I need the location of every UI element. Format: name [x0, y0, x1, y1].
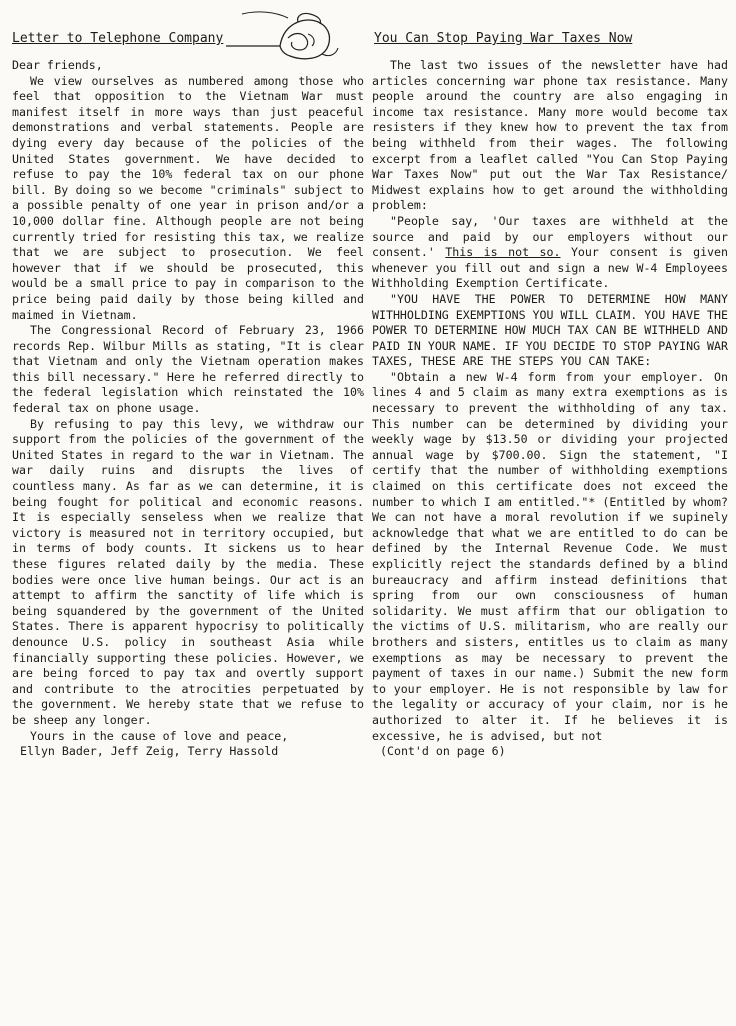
salutation: Dear friends,: [12, 58, 103, 72]
left-column: [12, 30, 364, 760]
letter-paragraph-3: By refusing to pay this levy, we withdraw our support from the policies of the government of the United States in regard to the war in Vietnam. The war daily ruins and disrupts the lives of countless many. As far as we can determine, it is being fought for political and economic reasons. It is especially senseless when we realize that victory is measured not in territory occupied, but in terms of body counts. It sickens us to hear these figures related daily by the media. These bodies were once live human beings. Our act is an attempt to affirm the sanctity of life which is being squandered by the government of the United States. There is apparent hypocrisy to politically denounce U.S. policy in southeast Asia while financially supporting these policies. However, we are being forced to pay tax and overtly support and contribute to the atrocities perpetuated by the government. We hereby state that we refuse to be sheep any longer.: [12, 416, 364, 727]
right-column: [372, 30, 728, 759]
letter-body: [12, 58, 364, 760]
letter-paragraph-2: The Congressional Record of February 23, 1966 records Rep. Wilbur Mills as stating, "It is clear that Vietnam and only the Vietnam operation makes this bill necessary." Here he referred directly to the federal legislation which reinstated the 10% federal tax on phone usage.: [12, 323, 364, 416]
article-steps-paragraph: "Obtain a new W-4 form from your employer. On lines 4 and 5 claim as many extra exemptions as is necessary to prevent the withholding of any tax. This number can be determined by dividing your weekly wage by $13.50 or dividing your projected annual wage by $700.00. Sign the statement, "I certify that the number of withholding exemptions claimed on this certificate does not exceed the number to which I am entitled."* (Entitled by whom? We can not have a moral revolution if we supinely acknowledge that what we are entitled to do can be defined by the Internal Revenue Code. We must explicitly reject the standards defined by a blind bureaucracy and affirm instead definitions that spring from our own consciousness of human solidarity. We must affirm that our obligation to the victims of U.S. militarism, who are really our brothers and sisters, entitles us to claim as many exemptions as may be necessary to prevent the payment of taxes in our name.) Submit the new form to your employer. He is not responsible by law for the legality or accuracy of your claim, nor is he authorized to alter it. If he believes it is excessive, he is advised, but not: [372, 369, 728, 743]
letter-paragraph-1: We view ourselves as numbered among those who feel that opposition to the Vietnam War must manifest itself in more ways than just peaceful demonstrations and verbal statements. People are dying every day because of the policies of the United States government. We have decided to refuse to pay the 10% federal tax on our phone bill. By doing so we become "criminals" subject to a possible penalty of one year in prison and/or a 10,000 dollar fine. Although people are not being currently tried for resisting this tax, we realize that we are subject to prosecution. We feel however that if we should be prosecuted, this would be a small price to pay in comparison to the price being paid daily by those being killed and maimed in Vietnam.: [12, 73, 364, 322]
quote-underlined: This is not so.: [445, 245, 561, 260]
letter-heading: Letter to Telephone Company: [12, 31, 224, 46]
article-quote: [372, 214, 728, 292]
article-intro: The last two issues of the newsletter have had articles concerning war phone tax resistance. Many people around the country are also engaging in income tax resistance. Many more would become tax resisters if they knew how to prevent the tax from being withheld from their wages. The following excerpt from a leaflet called "You Can Stop Paying War Taxes Now" put out the War Tax Resistance/ Midwest explains how to get around the withholding problem:: [372, 58, 728, 213]
continued-note: (Cont'd on page 6): [380, 744, 506, 759]
letter-signatures: Ellyn Bader, Jeff Zeig, Terry Hassold: [20, 744, 279, 759]
article-body: [372, 58, 728, 744]
letter-closing: Yours in the cause of love and peace,: [30, 728, 289, 743]
article-caps-paragraph: "YOU HAVE THE POWER TO DETERMINE HOW MANY WITHHOLDING EXEMPTIONS YOU WILL CLAIM. YOU HAVE THE POWER TO DETERMINE HOW MUCH TAX CAN BE WITHHELD AND PAID IN YOUR NAME. IF YOU DECIDE TO STOP PAYING WAR TAXES, THESE ARE THE STEPS YOU CAN TAKE:: [372, 291, 728, 369]
quote-end: Your consent is given whenever you fill out and sign a new W-4 Employees Withholding Exemption Certificate.: [372, 245, 728, 291]
article-heading: You Can Stop Paying War Taxes Now: [374, 31, 633, 46]
quote-start: "People say, 'Our taxes are withheld at the source and paid by our employers without our consent.': [372, 213, 728, 260]
